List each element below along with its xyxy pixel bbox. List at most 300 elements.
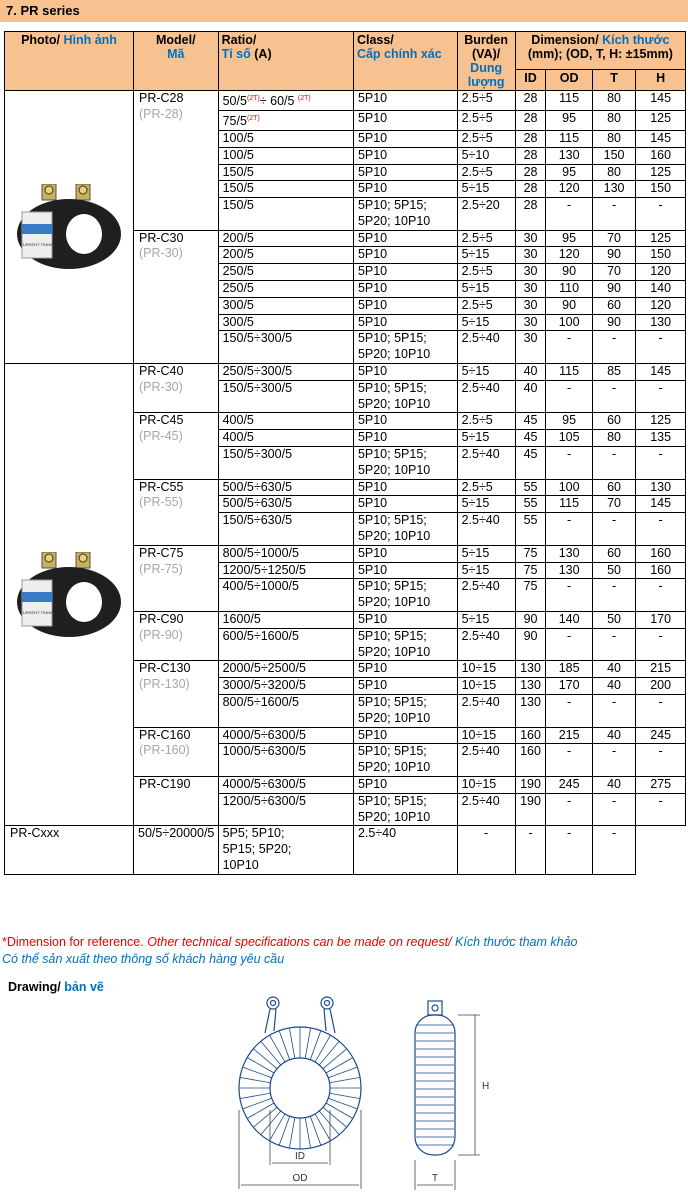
id-cell: 30: [515, 297, 546, 314]
model-name: PR-Cxxx: [10, 826, 60, 841]
burden-cell: 2.5÷5: [457, 413, 515, 430]
id-cell: 130: [515, 678, 546, 695]
class-cell: 5P10: [353, 110, 457, 130]
ratio-cell: 400/5: [218, 430, 353, 447]
current-transformer-photo: [14, 184, 124, 270]
model-name: PR-C40: [139, 364, 184, 379]
t-cell: 60: [592, 413, 635, 430]
drawing-label: Drawing/ bản vẽ: [8, 980, 104, 994]
h-cell: 130: [636, 314, 686, 331]
footnote-part2: Other technical specifications can be made on request/: [143, 935, 452, 949]
class-cell: 5P10: [353, 562, 457, 579]
id-cell: 30: [515, 230, 546, 247]
id-cell: 55: [515, 496, 546, 513]
id-cell: 28: [515, 91, 546, 111]
h-cell: 150: [636, 247, 686, 264]
t-cell: 80: [592, 130, 635, 147]
h-cell: -: [636, 793, 686, 826]
id-cell: 28: [515, 181, 546, 198]
t-cell: -: [546, 826, 593, 874]
class-cell: 5P10: [353, 678, 457, 695]
table-row: [5, 364, 686, 381]
header-class: Class/ Cấp chính xác: [353, 32, 457, 91]
burden-cell: 2.5÷40: [457, 695, 515, 728]
od-cell: -: [546, 579, 593, 612]
id-cell: 45: [515, 430, 546, 447]
h-cell: -: [636, 628, 686, 661]
burden-cell: 2.5÷5: [457, 479, 515, 496]
class-cell: 5P10; 5P15; 5P20; 10P10: [353, 579, 457, 612]
class-cell: 5P10: [353, 297, 457, 314]
od-cell: -: [546, 380, 593, 413]
t-cell: 150: [592, 147, 635, 164]
h-cell: 130: [636, 479, 686, 496]
class-cell: 5P10: [353, 479, 457, 496]
t-cell: 90: [592, 247, 635, 264]
ratio-cell: 800/5÷1000/5: [218, 545, 353, 562]
model-name: PR-C45: [139, 413, 184, 428]
od-cell: -: [515, 826, 546, 874]
model-name: PR-C28: [139, 91, 184, 105]
od-cell: 120: [546, 247, 593, 264]
h-cell: -: [636, 331, 686, 364]
model-cell: [134, 661, 219, 727]
ratio-cell: 50/5÷20000/5: [134, 826, 219, 874]
od-cell: 95: [546, 413, 593, 430]
model-old-code: (PR-130): [139, 677, 190, 692]
od-cell: 120: [546, 181, 593, 198]
id-cell: 30: [515, 281, 546, 298]
photo-label: CURRENT TRANS: [19, 609, 55, 615]
t-cell: 85: [592, 364, 635, 381]
burden-cell: 10÷15: [457, 776, 515, 793]
id-cell: 28: [515, 110, 546, 130]
model-old-code: (PR-45): [139, 429, 183, 444]
model-name: PR-C190: [139, 776, 191, 791]
spec-table-wrapper: [4, 31, 686, 935]
od-cell: 115: [546, 91, 593, 111]
od-cell: 245: [546, 776, 593, 793]
id-cell: 190: [515, 793, 546, 826]
ratio-cell: 250/5: [218, 264, 353, 281]
id-cell: 28: [515, 130, 546, 147]
ratio-cell: 250/5: [218, 281, 353, 298]
od-cell: 90: [546, 297, 593, 314]
t-cell: 60: [592, 297, 635, 314]
t-cell: -: [592, 331, 635, 364]
model-old-code: (PR-90): [139, 627, 183, 642]
footnote-part4: Có thể sản xuất theo thông số khách hàng yêu cầu: [2, 952, 285, 966]
burden-cell: 10÷15: [457, 727, 515, 744]
burden-cell: 5÷15: [457, 364, 515, 381]
od-cell: -: [546, 793, 593, 826]
model-cell: [134, 413, 219, 479]
model-name: PR-C90: [139, 612, 184, 627]
t-cell: 90: [592, 314, 635, 331]
id-cell: 55: [515, 479, 546, 496]
id-cell: 28: [515, 164, 546, 181]
t-cell: -: [592, 628, 635, 661]
burden-cell: 2.5÷40: [457, 447, 515, 480]
t-cell: -: [592, 380, 635, 413]
od-cell: -: [546, 331, 593, 364]
class-cell: 5P10; 5P15; 5P20; 10P10: [353, 793, 457, 826]
class-cell: 5P10; 5P15; 5P20; 10P10: [353, 695, 457, 728]
h-cell: 135: [636, 430, 686, 447]
ratio-cell: 150/5÷300/5: [218, 331, 353, 364]
ratio-cell: 600/5÷1600/5: [218, 628, 353, 661]
header-ratio: Ratio/ Tỉ số (A): [218, 32, 353, 91]
t-cell: -: [592, 695, 635, 728]
ratio-cell: $75/5^{(2T)}$: [218, 110, 353, 130]
id-cell: 30: [515, 264, 546, 281]
t-cell: 70: [592, 230, 635, 247]
burden-cell: 2.5÷40: [457, 331, 515, 364]
burden-cell: 5÷15: [457, 612, 515, 629]
h-cell: 160: [636, 545, 686, 562]
t-cell: 80: [592, 430, 635, 447]
id-cell: 45: [515, 413, 546, 430]
class-cell: 5P10: [353, 364, 457, 381]
class-cell: 5P10: [353, 281, 457, 298]
model-cell: [5, 826, 134, 874]
od-cell: 130: [546, 545, 593, 562]
class-cell: 5P10; 5P15; 5P20; 10P10: [353, 744, 457, 777]
class-cell: 5P10: [353, 181, 457, 198]
h-cell: 275: [636, 776, 686, 793]
t-cell: 130: [592, 181, 635, 198]
od-cell: -: [546, 744, 593, 777]
class-cell: 5P10: [353, 430, 457, 447]
class-cell: 5P10; 5P15; 5P20; 10P10: [353, 331, 457, 364]
class-cell: 5P10: [353, 230, 457, 247]
photo-cell-small: [5, 91, 134, 364]
t-cell: 60: [592, 479, 635, 496]
h-cell: 145: [636, 130, 686, 147]
burden-cell: 2.5÷5: [457, 130, 515, 147]
h-cell: 145: [636, 496, 686, 513]
od-cell: 110: [546, 281, 593, 298]
class-cell: 5P10: [353, 545, 457, 562]
burden-cell: 2.5÷5: [457, 230, 515, 247]
burden-cell: 2.5÷40: [457, 513, 515, 546]
id-cell: 130: [515, 695, 546, 728]
id-cell: 75: [515, 545, 546, 562]
burden-cell: 10÷15: [457, 678, 515, 695]
h-cell: 125: [636, 110, 686, 130]
burden-cell: 5÷15: [457, 181, 515, 198]
model-cell: [134, 91, 219, 231]
burden-cell: 2.5÷40: [457, 744, 515, 777]
h-cell: 160: [636, 147, 686, 164]
t-cell: 60: [592, 545, 635, 562]
t-cell: -: [592, 744, 635, 777]
class-cell: 5P10: [353, 776, 457, 793]
class-cell: 5P10: [353, 314, 457, 331]
header-t: T: [592, 70, 635, 91]
footnote-part1: *Dimension for reference.: [2, 935, 144, 949]
ratio-cell: 400/5: [218, 413, 353, 430]
photo-label: CURRENT TRANS: [19, 242, 55, 248]
header-photo: Photo/ Hình ảnh: [5, 32, 134, 91]
t-cell: 80: [592, 164, 635, 181]
t-cell: 70: [592, 496, 635, 513]
class-cell: 5P10; 5P15; 5P20; 10P10: [353, 380, 457, 413]
header-id: ID: [515, 70, 546, 91]
class-cell: 5P10: [353, 247, 457, 264]
od-cell: 105: [546, 430, 593, 447]
ratio-cell: 300/5: [218, 314, 353, 331]
ratio-cell: 150/5÷300/5: [218, 380, 353, 413]
od-cell: 140: [546, 612, 593, 629]
ratio-cell: 250/5÷300/5: [218, 364, 353, 381]
h-cell: -: [636, 447, 686, 480]
od-cell: 130: [546, 147, 593, 164]
table-body: [5, 91, 686, 875]
od-cell: 95: [546, 110, 593, 130]
ratio-cell: 100/5: [218, 130, 353, 147]
id-cell: 190: [515, 776, 546, 793]
table-row: [5, 91, 686, 111]
h-cell: 245: [636, 727, 686, 744]
ratio-cell: 150/5: [218, 181, 353, 198]
model-name: PR-C30: [139, 230, 184, 245]
header-od: OD: [546, 70, 593, 91]
t-cell: 40: [592, 661, 635, 678]
h-cell: -: [636, 695, 686, 728]
od-cell: 100: [546, 314, 593, 331]
burden-cell: 2.5÷40: [457, 380, 515, 413]
class-cell: 5P10: [353, 661, 457, 678]
t-cell: -: [592, 579, 635, 612]
h-cell: 125: [636, 164, 686, 181]
od-cell: 185: [546, 661, 593, 678]
h-cell: -: [636, 513, 686, 546]
id-cell: 45: [515, 447, 546, 480]
ratio-cell: 800/5÷1600/5: [218, 695, 353, 728]
id-cell: 90: [515, 612, 546, 629]
model-old-code: (PR-160): [139, 743, 190, 758]
burden-cell: 10÷15: [457, 661, 515, 678]
burden-cell: 5÷10: [457, 147, 515, 164]
header-model: Model/ Mã: [134, 32, 219, 91]
burden-cell: 2.5÷5: [457, 264, 515, 281]
t-cell: -: [592, 198, 635, 231]
h-cell: 120: [636, 264, 686, 281]
class-cell: 5P10: [353, 164, 457, 181]
technical-drawing: [230, 985, 520, 1197]
ratio-cell: 150/5÷300/5: [218, 447, 353, 480]
h-cell: 145: [636, 364, 686, 381]
h-cell: 170: [636, 612, 686, 629]
t-cell: -: [592, 447, 635, 480]
model-old-code: (PR-30): [139, 246, 183, 261]
h-cell: -: [636, 380, 686, 413]
burden-cell: 2.5÷5: [457, 164, 515, 181]
t-cell: 80: [592, 110, 635, 130]
class-cell: 5P10: [353, 612, 457, 629]
t-cell: 50: [592, 612, 635, 629]
id-cell: -: [457, 826, 515, 874]
model-name: PR-C55: [139, 479, 184, 494]
ratio-cell: 400/5÷1000/5: [218, 579, 353, 612]
id-cell: 160: [515, 727, 546, 744]
burden-cell: 5÷15: [457, 562, 515, 579]
od-cell: 170: [546, 678, 593, 695]
ratio-cell: 500/5÷630/5: [218, 496, 353, 513]
ratio-cell: 4000/5÷6300/5: [218, 727, 353, 744]
model-old-code: (PR-55): [139, 495, 183, 510]
t-cell: 70: [592, 264, 635, 281]
id-cell: 30: [515, 247, 546, 264]
class-cell: 5P10; 5P15; 5P20; 10P10: [353, 447, 457, 480]
burden-cell: 2.5÷5: [457, 91, 515, 111]
class-cell: 5P10; 5P15; 5P20; 10P10: [353, 513, 457, 546]
class-cell: 5P10: [353, 727, 457, 744]
h-cell: -: [636, 744, 686, 777]
section-title-bar: [0, 0, 688, 22]
model-name: PR-C75: [139, 545, 184, 560]
model-cell: [134, 364, 219, 413]
model-cell: [134, 545, 219, 611]
ratio-cell: 1000/5÷6300/5: [218, 744, 353, 777]
burden-cell: 2.5÷5: [457, 110, 515, 130]
h-cell: 200: [636, 678, 686, 695]
od-cell: 115: [546, 130, 593, 147]
ratio-cell: 500/5÷630/5: [218, 479, 353, 496]
burden-cell: 2.5÷40: [353, 826, 457, 874]
h-cell: -: [592, 826, 635, 874]
class-cell: 5P10: [353, 147, 457, 164]
od-cell: -: [546, 513, 593, 546]
id-cell: 75: [515, 562, 546, 579]
table-row: [5, 826, 686, 874]
h-cell: 215: [636, 661, 686, 678]
class-cell: 5P10: [353, 130, 457, 147]
od-cell: 95: [546, 230, 593, 247]
ratio-cell: 1200/5÷6300/5: [218, 793, 353, 826]
h-cell: -: [636, 198, 686, 231]
ratio-cell: 200/5: [218, 247, 353, 264]
od-cell: 115: [546, 496, 593, 513]
model-cell: [134, 776, 219, 825]
burden-cell: 2.5÷40: [457, 793, 515, 826]
od-cell: 215: [546, 727, 593, 744]
header-h: H: [636, 70, 686, 91]
h-cell: -: [636, 579, 686, 612]
h-cell: 145: [636, 91, 686, 111]
t-cell: 90: [592, 281, 635, 298]
model-cell: [134, 612, 219, 661]
ratio-cell: 150/5÷630/5: [218, 513, 353, 546]
ratio-cell: 300/5: [218, 297, 353, 314]
ratio-cell: 150/5: [218, 164, 353, 181]
t-cell: 40: [592, 776, 635, 793]
id-cell: 55: [515, 513, 546, 546]
model-old-code: (PR-30): [139, 379, 183, 394]
class-cell: 5P5; 5P10; 5P15; 5P20; 10P10: [218, 826, 353, 874]
drawing-t-label: T: [431, 1173, 439, 1184]
t-cell: 50: [592, 562, 635, 579]
t-cell: 40: [592, 727, 635, 744]
burden-cell: 5÷15: [457, 281, 515, 298]
od-cell: 95: [546, 164, 593, 181]
burden-cell: 2.5÷40: [457, 579, 515, 612]
od-cell: -: [546, 628, 593, 661]
current-transformer-photo: [14, 552, 124, 638]
t-cell: 80: [592, 91, 635, 111]
id-cell: 30: [515, 331, 546, 364]
burden-cell: 2.5÷20: [457, 198, 515, 231]
t-cell: 40: [592, 678, 635, 695]
t-cell: -: [592, 513, 635, 546]
id-cell: 90: [515, 628, 546, 661]
h-cell: 125: [636, 413, 686, 430]
class-cell: 5P10; 5P15; 5P20; 10P10: [353, 198, 457, 231]
footnote-part3: Kích thước tham khảo: [451, 935, 578, 949]
table-header-row: [5, 32, 686, 70]
h-cell: 150: [636, 181, 686, 198]
burden-cell: 5÷15: [457, 247, 515, 264]
footnote: [2, 934, 688, 968]
h-cell: 140: [636, 281, 686, 298]
header-burden: Burden (VA)/ Dung lượng: [457, 32, 515, 91]
photo-cell-large: [5, 364, 134, 826]
class-cell: 5P10: [353, 496, 457, 513]
id-cell: 160: [515, 744, 546, 777]
burden-cell: 5÷15: [457, 314, 515, 331]
ratio-cell: 100/5: [218, 147, 353, 164]
ratio-cell: 2000/5÷2500/5: [218, 661, 353, 678]
model-cell: [134, 727, 219, 776]
od-cell: 130: [546, 562, 593, 579]
drawing-id-label: ID: [295, 1151, 305, 1162]
class-cell: 5P10: [353, 264, 457, 281]
model-name: PR-C130: [139, 661, 191, 676]
id-cell: 75: [515, 579, 546, 612]
model-cell: [134, 479, 219, 545]
model-old-code: (PR-28): [139, 106, 183, 121]
t-cell: -: [592, 793, 635, 826]
od-cell: -: [546, 447, 593, 480]
od-cell: 100: [546, 479, 593, 496]
burden-cell: 5÷15: [457, 430, 515, 447]
burden-cell: 2.5÷40: [457, 628, 515, 661]
model-name: PR-C160: [139, 727, 191, 742]
od-cell: 115: [546, 364, 593, 381]
id-cell: 28: [515, 147, 546, 164]
ratio-cell: 3000/5÷3200/5: [218, 678, 353, 695]
spec-table: [4, 31, 686, 875]
id-cell: 40: [515, 364, 546, 381]
id-cell: 130: [515, 661, 546, 678]
ratio-cell: 200/5: [218, 230, 353, 247]
burden-cell: 5÷15: [457, 496, 515, 513]
ratio-cell: 4000/5÷6300/5: [218, 776, 353, 793]
ratio-cell: $50/5^{(2T)}\div 60/5$ $^{(2T)}$: [218, 91, 353, 111]
header-dimension: Dimension/ Kích thước (mm); (OD, T, H: ±15mm): [515, 32, 685, 70]
burden-cell: 2.5÷5: [457, 297, 515, 314]
class-cell: 5P10; 5P15; 5P20; 10P10: [353, 628, 457, 661]
burden-cell: 5÷15: [457, 545, 515, 562]
drawing-h-label: H: [482, 1081, 490, 1092]
model-old-code: (PR-75): [139, 561, 183, 576]
h-cell: 125: [636, 230, 686, 247]
model-cell: [134, 230, 219, 363]
drawing-od-label: OD: [292, 1173, 308, 1184]
id-cell: 40: [515, 380, 546, 413]
ratio-cell: 150/5: [218, 198, 353, 231]
